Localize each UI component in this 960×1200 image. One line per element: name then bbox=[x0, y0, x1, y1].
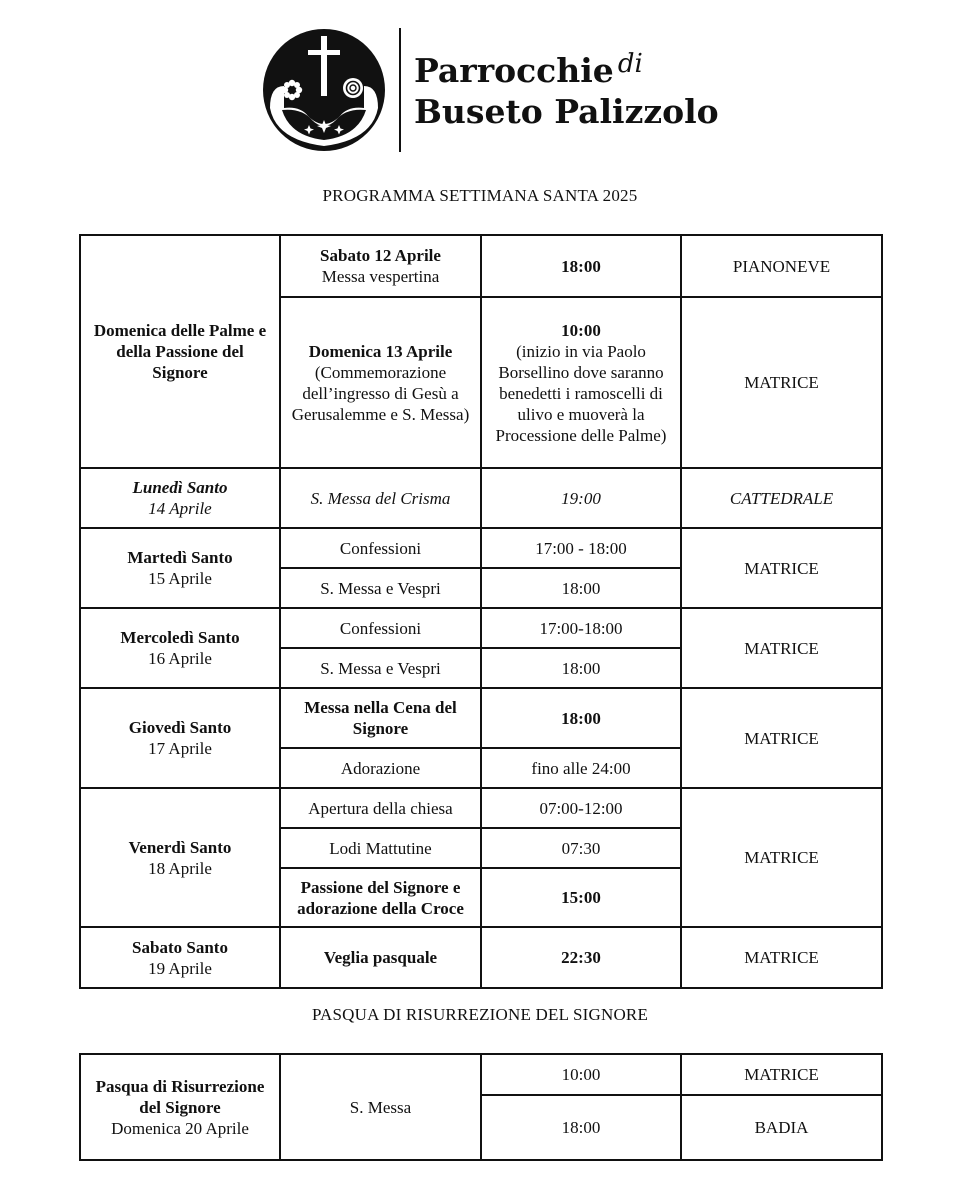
time-cell: 17:00 - 18:00 bbox=[481, 528, 681, 568]
day-date: Domenica 20 Aprile bbox=[111, 1118, 249, 1138]
time-cell: 15:00 bbox=[481, 868, 681, 927]
event-date: Domenica 13 Aprile bbox=[308, 341, 453, 361]
day-cell: Domenica delle Palme e della Passione del Signore bbox=[80, 235, 280, 468]
day-cell bbox=[80, 528, 280, 608]
day-name: Martedì Santo bbox=[127, 548, 233, 567]
time-cell: 18:00 bbox=[481, 235, 681, 297]
time-cell: 18:00 bbox=[481, 568, 681, 608]
day-name: Lunedì Santo bbox=[132, 478, 228, 497]
event-cell: Veglia pasquale bbox=[280, 927, 481, 988]
header-divider bbox=[399, 28, 401, 152]
day-cell bbox=[80, 468, 280, 528]
event-cell bbox=[280, 235, 481, 297]
program-title: PROGRAMMA SETTIMANA SANTA 2025 bbox=[322, 186, 638, 205]
day-cell bbox=[80, 1054, 280, 1160]
time-cell: fino alle 24:00 bbox=[481, 748, 681, 788]
day-name: Pasqua di Risurrezione del Signore bbox=[95, 1076, 265, 1117]
time-cell: 10:00 bbox=[481, 1054, 681, 1095]
day-date: 16 Aprile bbox=[148, 649, 212, 668]
day-date: 14 Aprile bbox=[148, 499, 212, 518]
time-cell: 18:00 bbox=[481, 688, 681, 748]
day-date: 18 Aprile bbox=[148, 858, 212, 878]
event-cell: Apertura della chiesa bbox=[280, 788, 481, 828]
event-cell: Adorazione bbox=[280, 748, 481, 788]
day-date: 17 Aprile bbox=[148, 739, 212, 758]
place-cell: PIANONEVE bbox=[681, 235, 882, 297]
day-cell bbox=[80, 608, 280, 688]
table-row bbox=[80, 528, 882, 568]
place-cell: MATRICE bbox=[681, 788, 882, 927]
time-cell: 18:00 bbox=[481, 1095, 681, 1160]
time-cell: 18:00 bbox=[481, 648, 681, 688]
time-value: 10:00 bbox=[561, 320, 601, 340]
time-note: (inizio in via Paolo Borsellino dove saranno benedetti i ramoscelli di ulivo e muoverà la Processione delle Palme) bbox=[495, 341, 667, 445]
event-cell: Lodi Mattutine bbox=[280, 828, 481, 868]
event-cell: S. Messa e Vespri bbox=[280, 568, 481, 608]
place-cell: MATRICE bbox=[681, 297, 882, 468]
place-cell: BADIA bbox=[681, 1095, 882, 1160]
header bbox=[0, 0, 960, 170]
event-cell: Messa nella Cena del Signore bbox=[280, 688, 481, 748]
brand-line1: Parrocchie bbox=[414, 51, 614, 90]
table-row bbox=[80, 608, 882, 648]
time-cell: 17:00-18:00 bbox=[481, 608, 681, 648]
time-cell: 19:00 bbox=[481, 468, 681, 528]
day-cell bbox=[80, 788, 280, 927]
easter-table bbox=[79, 1053, 883, 1161]
event-cell: S. Messa e Vespri bbox=[280, 648, 481, 688]
day-cell bbox=[80, 927, 280, 988]
day-name: Sabato Santo bbox=[132, 937, 228, 957]
brand-line2: Buseto Palizzolo bbox=[414, 92, 719, 131]
day-cell bbox=[80, 688, 280, 788]
event-cell: S. Messa del Crisma bbox=[280, 468, 481, 528]
event-desc: (Commemorazione dell’ingresso di Gesù a Gerusalemme e S. Messa) bbox=[291, 362, 470, 424]
event-cell: Confessioni bbox=[280, 608, 481, 648]
place-cell: CATTEDRALE bbox=[681, 468, 882, 528]
time-cell: 22:30 bbox=[481, 927, 681, 988]
time-cell bbox=[481, 297, 681, 468]
time-cell: 07:00-12:00 bbox=[481, 788, 681, 828]
event-cell bbox=[280, 297, 481, 468]
place-cell: MATRICE bbox=[681, 688, 882, 788]
table-row bbox=[80, 235, 882, 297]
event-cell: S. Messa bbox=[280, 1054, 481, 1160]
place-cell: MATRICE bbox=[681, 927, 882, 988]
day-date: 15 Aprile bbox=[148, 569, 212, 588]
brand-di: di bbox=[617, 49, 643, 79]
holy-week-table bbox=[79, 234, 883, 989]
table-row bbox=[80, 688, 882, 748]
easter-title: PASQUA DI RISURREZIONE DEL SIGNORE bbox=[311, 1005, 649, 1024]
day-name: Mercoledì Santo bbox=[120, 628, 240, 647]
event-desc: Messa vespertina bbox=[321, 267, 440, 286]
place-cell: MATRICE bbox=[681, 1054, 882, 1095]
table-row bbox=[80, 927, 882, 988]
parish-logo-icon bbox=[262, 28, 386, 152]
day-date: 19 Aprile bbox=[148, 958, 212, 978]
place-cell: MATRICE bbox=[681, 528, 882, 608]
place-cell: MATRICE bbox=[681, 608, 882, 688]
event-date: Sabato 12 Aprile bbox=[320, 246, 441, 265]
day-name: Giovedì Santo bbox=[128, 718, 232, 737]
day-name: Venerdì Santo bbox=[128, 837, 232, 857]
parish-name bbox=[414, 49, 719, 131]
time-cell: 07:30 bbox=[481, 828, 681, 868]
event-cell: Confessioni bbox=[280, 528, 481, 568]
table-row bbox=[80, 468, 882, 528]
event-cell: Passione del Signore e adorazione della Croce bbox=[280, 868, 481, 927]
table-row bbox=[80, 1054, 882, 1095]
table-row bbox=[80, 788, 882, 828]
